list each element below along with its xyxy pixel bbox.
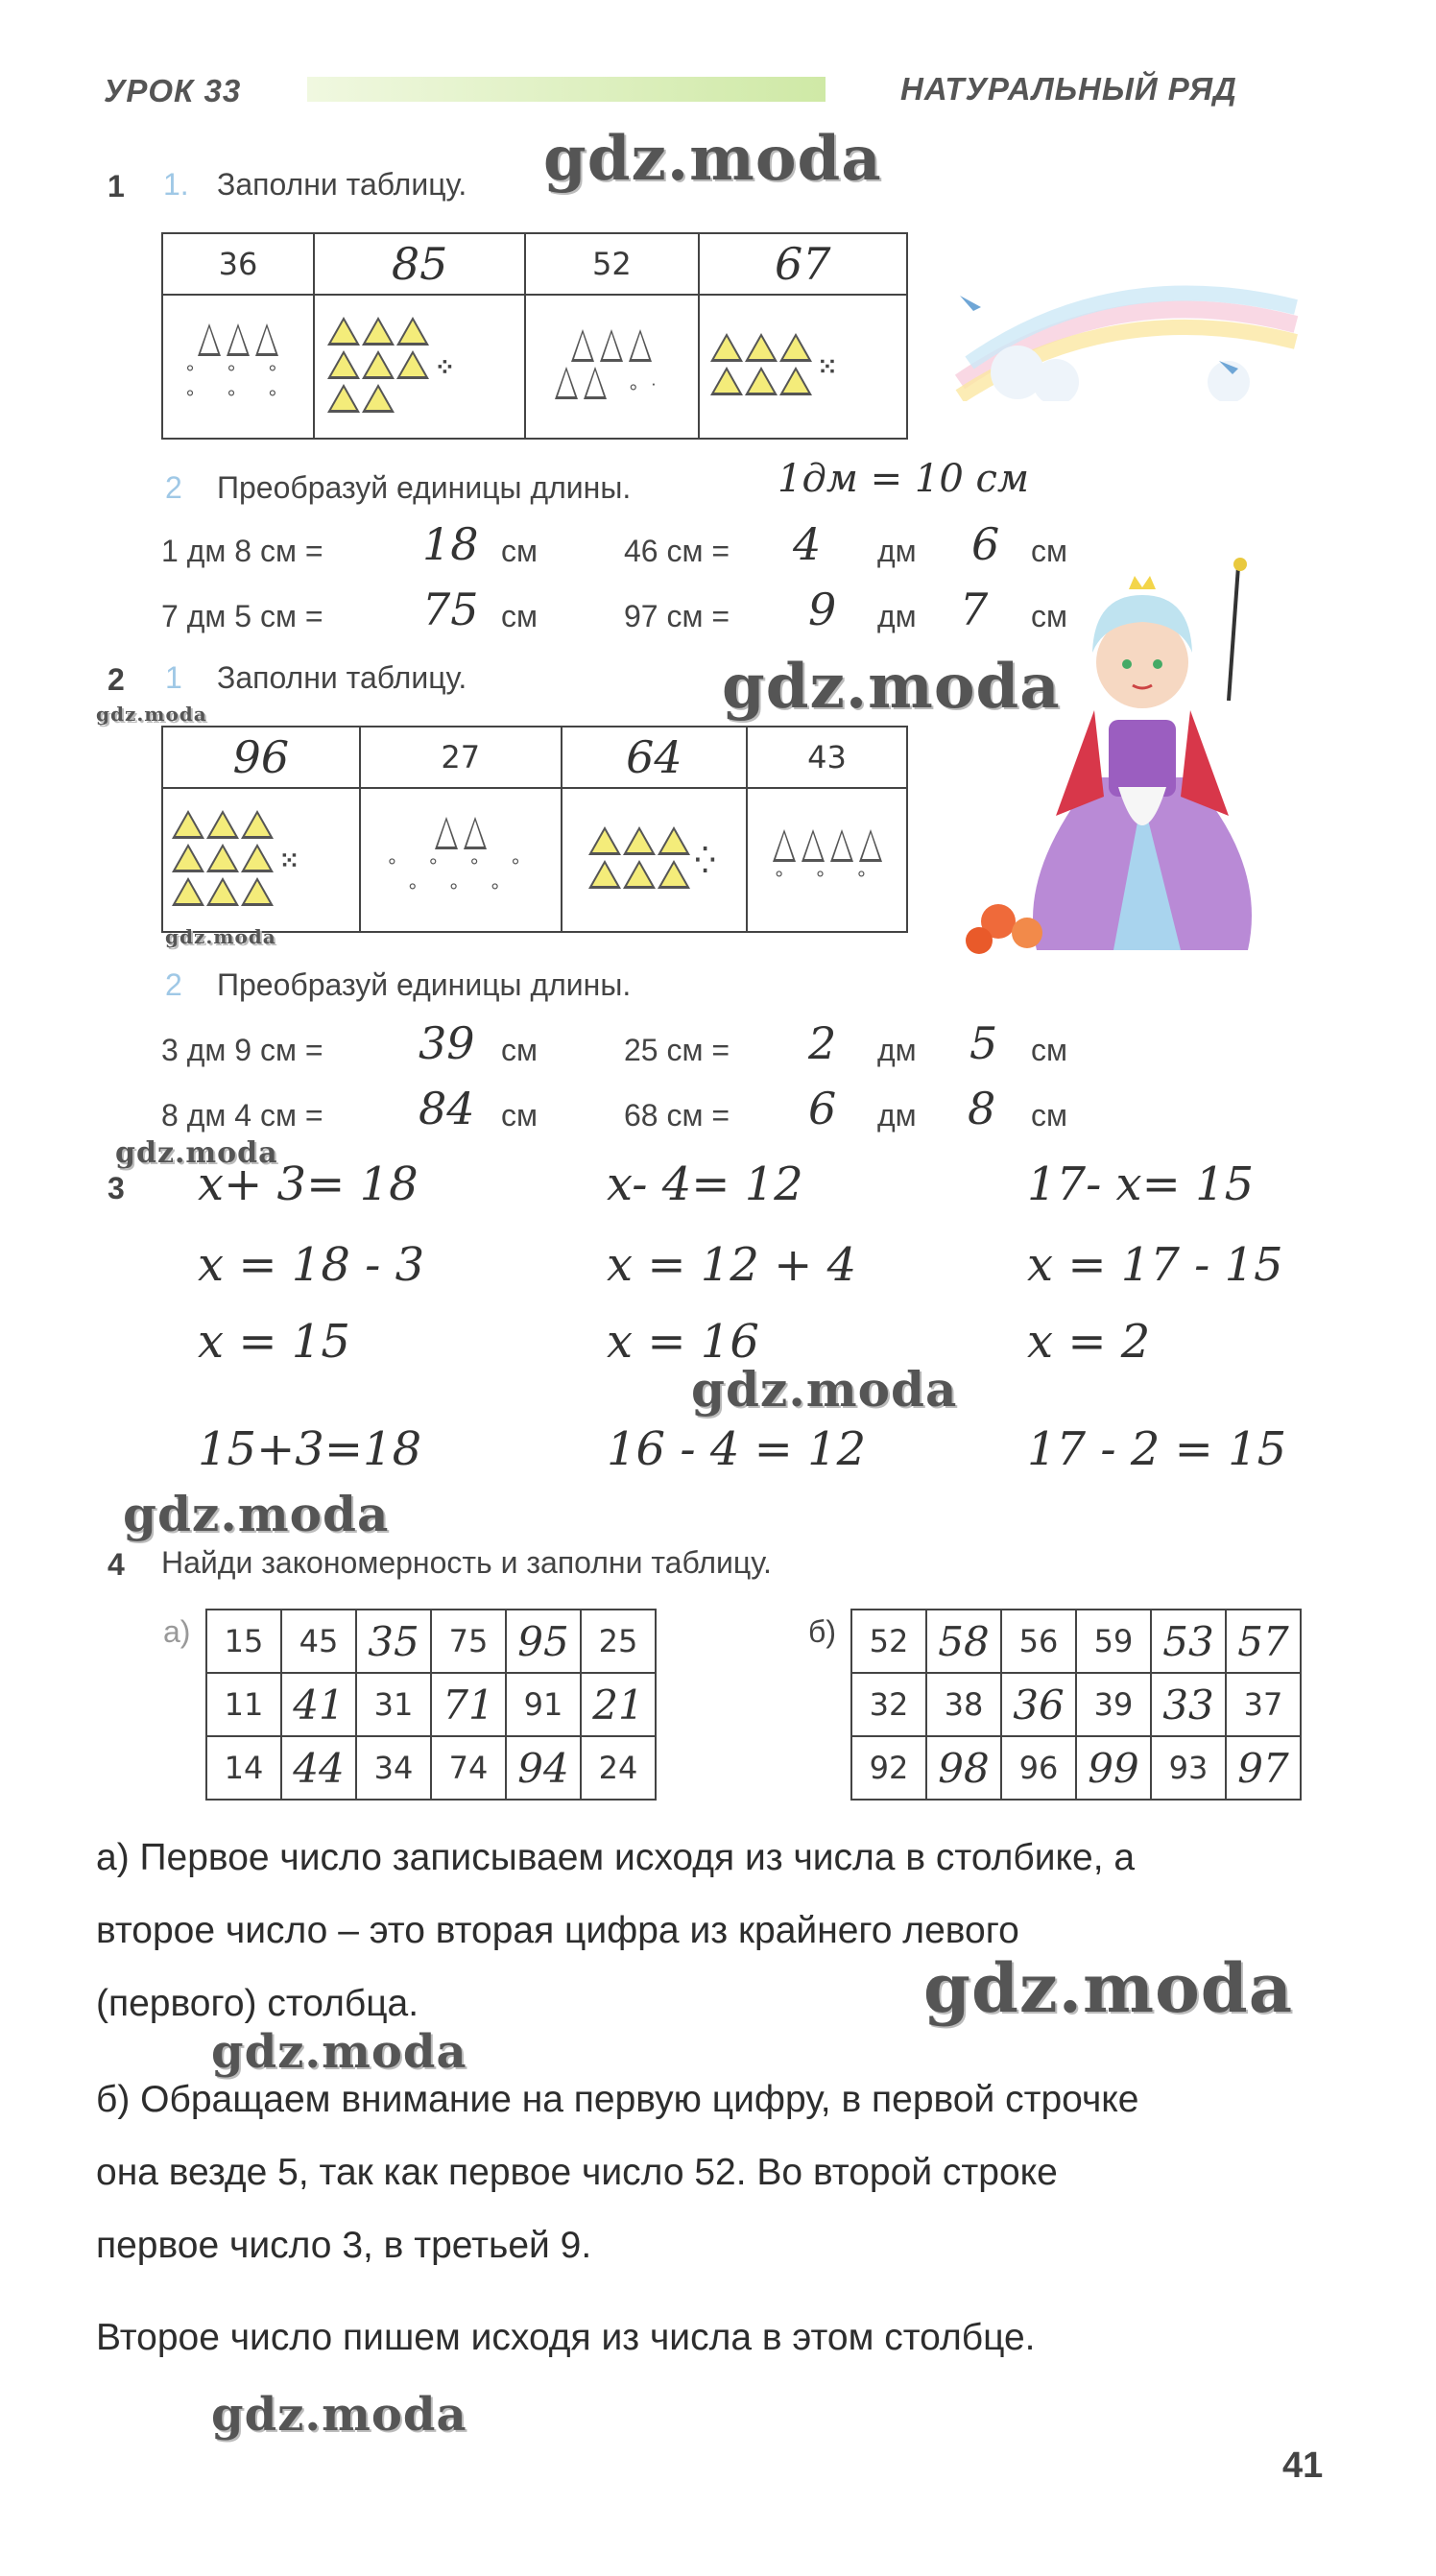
table-b-cell: 38 — [926, 1673, 1001, 1736]
task2-row1-left: 3 дм 9 см = — [161, 1033, 323, 1067]
table-b-cell: 52 — [851, 1610, 926, 1673]
watermark: gdz.moda — [211, 2025, 467, 2079]
explanation-b-line2: она везде 5, так как первое число 52. Во второй строке — [96, 2152, 1058, 2193]
task1-row2-answer1: 75 — [422, 584, 479, 635]
task1-sub2-number: 2 — [165, 470, 182, 505]
princess-illustration — [950, 557, 1334, 960]
table-b-cell: 96 — [1001, 1736, 1076, 1800]
task3-col2-line2: x = 12 + 4 — [607, 1238, 857, 1292]
task1-row2-left: 7 дм 5 см = — [161, 599, 323, 633]
task2-header-3: 64 — [562, 727, 747, 788]
task2-number: 2 — [108, 662, 125, 697]
table-b-cell: 97 — [1226, 1736, 1301, 1800]
watermark: gdz.moda — [165, 925, 276, 948]
table-b-cell: 59 — [1076, 1610, 1151, 1673]
rainbow-illustration — [941, 238, 1305, 401]
task1-sub1-text: Заполни таблицу. — [217, 167, 467, 202]
task2-header-1: 96 — [162, 727, 360, 788]
table-a-cell: 41 — [281, 1673, 356, 1736]
table-b-cell: 53 — [1151, 1610, 1226, 1673]
task1-row2-answer3: 7 — [960, 584, 989, 635]
task1-table — [161, 232, 908, 440]
table-a-cell: 11 — [206, 1673, 281, 1736]
table-b-cell: 33 — [1151, 1673, 1226, 1736]
watermark: gdz.moda — [123, 1486, 390, 1542]
explanation-a-line3: (первого) столбца. — [96, 1983, 419, 2024]
task2-cell-43: ° ° ° — [747, 788, 907, 932]
task2-sub2-text: Преобразуй единицы длины. — [217, 967, 632, 1002]
task3-col2-line4: 16 - 4 = 12 — [607, 1422, 867, 1476]
watermark: gdz.moda — [211, 2388, 467, 2442]
task1-row2-mid: 97 см = — [624, 599, 730, 633]
explanation-a-line1: а) Первое число записываем исходя из числа в столбике, а — [96, 1837, 1136, 1878]
task2-row2-answer3: 8 — [968, 1083, 996, 1134]
task1-row1-unit1: см — [501, 534, 538, 568]
task2-sub2-number: 2 — [165, 967, 182, 1002]
task3-col1-line4: 15+3=18 — [198, 1422, 422, 1476]
task2-row2-answer1: 84 — [419, 1083, 475, 1134]
table-a-cell: 31 — [356, 1673, 431, 1736]
task2-row1-unit2: дм — [877, 1033, 917, 1067]
table-b-cell: 93 — [1151, 1736, 1226, 1800]
task2-row2-mid: 68 см = — [624, 1098, 730, 1133]
task1-row1-mid: 46 см = — [624, 534, 730, 568]
task1-row1-answer3: 6 — [971, 518, 1000, 570]
table-b-cell: 58 — [926, 1610, 1001, 1673]
task2-header-4: 43 — [747, 727, 907, 788]
table-a-cell: 44 — [281, 1736, 356, 1800]
table-a-cell: 25 — [581, 1610, 656, 1673]
task1-header-2: 85 — [314, 233, 525, 295]
task2-cell-96: ⁙ — [162, 788, 360, 932]
task3-col2-line3: x = 16 — [607, 1315, 759, 1369]
task2-row1-mid: 25 см = — [624, 1033, 730, 1067]
table-a-cell: 75 — [431, 1610, 506, 1673]
table-a-cell: 95 — [506, 1610, 581, 1673]
task1-row2-unit1: см — [501, 599, 538, 633]
task3-col3-line4: 17 - 2 = 15 — [1027, 1422, 1287, 1476]
table-a-cell: 94 — [506, 1736, 581, 1800]
topic-label: НАТУРАЛЬНЫЙ РЯД — [900, 71, 1237, 107]
watermark: gdz.moda — [96, 703, 207, 726]
page-number: 41 — [1282, 2445, 1324, 2486]
explanation-b-line1: б) Обращаем внимание на первую цифру, в первой строчке — [96, 2079, 1139, 2120]
task1-sub2-text: Преобразуй единицы длины. — [217, 470, 632, 505]
task3-col1-line1: x+ 3= 18 — [198, 1157, 419, 1211]
task3-col3-line1: 17- x= 15 — [1027, 1157, 1255, 1211]
task1-header-4: 67 — [699, 233, 907, 295]
task1-header-3: 52 — [525, 233, 698, 295]
header-bar — [307, 77, 826, 102]
task1-cell-85: ⁘ — [314, 295, 525, 439]
task1-hint: 1дм = 10 см — [778, 457, 1030, 501]
table-a-cell: 14 — [206, 1736, 281, 1800]
watermark: gdz.moda — [923, 1948, 1294, 2028]
task4-text: Найди закономерность и заполни таблицу. — [161, 1545, 772, 1580]
task2-cell-27: ° ° ° ° ° ° ° — [360, 788, 562, 932]
table-b-cell: 32 — [851, 1673, 926, 1736]
task2-row1-answer3: 5 — [969, 1017, 998, 1069]
table-b-cell: 36 — [1001, 1673, 1076, 1736]
task2-row1-unit3: см — [1031, 1033, 1067, 1067]
table-b-cell: 99 — [1076, 1736, 1151, 1800]
task4-label-b: б) — [808, 1614, 836, 1649]
watermark: gdz.moda — [115, 1136, 278, 1170]
task1-row2-answer2: 9 — [808, 584, 837, 635]
task2-row1-answer2: 2 — [808, 1017, 837, 1069]
task2-row2-unit1: см — [501, 1098, 538, 1133]
task3-col1-line3: x = 15 — [198, 1315, 350, 1369]
task3-col3-line3: x = 2 — [1027, 1315, 1151, 1369]
table-a-cell: 45 — [281, 1610, 356, 1673]
watermark: gdz.moda — [722, 651, 1061, 723]
task3-col2-line1: x- 4= 12 — [607, 1157, 803, 1211]
table-b-cell: 39 — [1076, 1673, 1151, 1736]
task2-row2-answer2: 6 — [808, 1083, 837, 1134]
table-b-cell: 98 — [926, 1736, 1001, 1800]
table-a-cell: 35 — [356, 1610, 431, 1673]
task1-row2-unit3: см — [1031, 599, 1067, 633]
task1-row1-answer2: 4 — [793, 518, 822, 570]
task4-number: 4 — [108, 1547, 125, 1582]
lesson-label: УРОК 33 — [104, 73, 242, 108]
table-b-cell: 57 — [1226, 1610, 1301, 1673]
table-a-cell: 34 — [356, 1736, 431, 1800]
table-a-cell: 21 — [581, 1673, 656, 1736]
task1-cell-36: ° ° ° ° ° ° — [162, 295, 314, 439]
task2-row2-unit2: дм — [877, 1098, 917, 1133]
task1-number: 1 — [108, 169, 125, 203]
task2-cell-64: ⁛ — [562, 788, 747, 932]
task1-cell-67: ⁙ — [699, 295, 907, 439]
task3-col1-line2: x = 18 - 3 — [198, 1238, 425, 1292]
task2-row2-unit3: см — [1031, 1098, 1067, 1133]
task1-sub1-number: 1. — [163, 167, 189, 202]
task1-row1-unit3: см — [1031, 534, 1067, 568]
explanation-c-line1: Второе число пишем исходя из числа в этом столбце. — [96, 2317, 1036, 2358]
task1-row1-left: 1 дм 8 см = — [161, 534, 323, 568]
task1-header-1: 36 — [162, 233, 314, 295]
task4-table-a — [205, 1609, 657, 1801]
task1-row2-unit2: дм — [877, 599, 917, 633]
table-b-cell: 56 — [1001, 1610, 1076, 1673]
task1-row1-answer1: 18 — [422, 518, 479, 570]
table-a-cell: 91 — [506, 1673, 581, 1736]
table-b-cell: 37 — [1226, 1673, 1301, 1736]
task2-row1-answer1: 39 — [419, 1017, 475, 1069]
task2-row1-unit1: см — [501, 1033, 538, 1067]
task4-table-b — [850, 1609, 1302, 1801]
table-a-cell: 71 — [431, 1673, 506, 1736]
task2-sub1-text: Заполни таблицу. — [217, 660, 467, 695]
table-a-cell: 15 — [206, 1610, 281, 1673]
task1-cell-52: °˙ — [525, 295, 698, 439]
table-a-cell: 24 — [581, 1736, 656, 1800]
table-a-cell: 74 — [431, 1736, 506, 1800]
task2-row2-left: 8 дм 4 см = — [161, 1098, 323, 1133]
task3-col3-line2: x = 17 - 15 — [1027, 1238, 1283, 1292]
watermark: gdz.moda — [543, 123, 882, 195]
watermark: gdz.moda — [691, 1361, 958, 1418]
explanation-b-line3: первое число 3, в третьей 9. — [96, 2225, 592, 2266]
table-b-cell: 92 — [851, 1736, 926, 1800]
task4-label-a: а) — [163, 1614, 191, 1649]
explanation-a-line2: второе число – это вторая цифра из крайнего левого — [96, 1910, 1019, 1951]
task2-header-2: 27 — [360, 727, 562, 788]
task2-table — [161, 726, 908, 933]
task3-number: 3 — [108, 1171, 125, 1205]
task1-row1-unit2: дм — [877, 534, 917, 568]
task2-sub1-number: 1 — [165, 660, 182, 695]
